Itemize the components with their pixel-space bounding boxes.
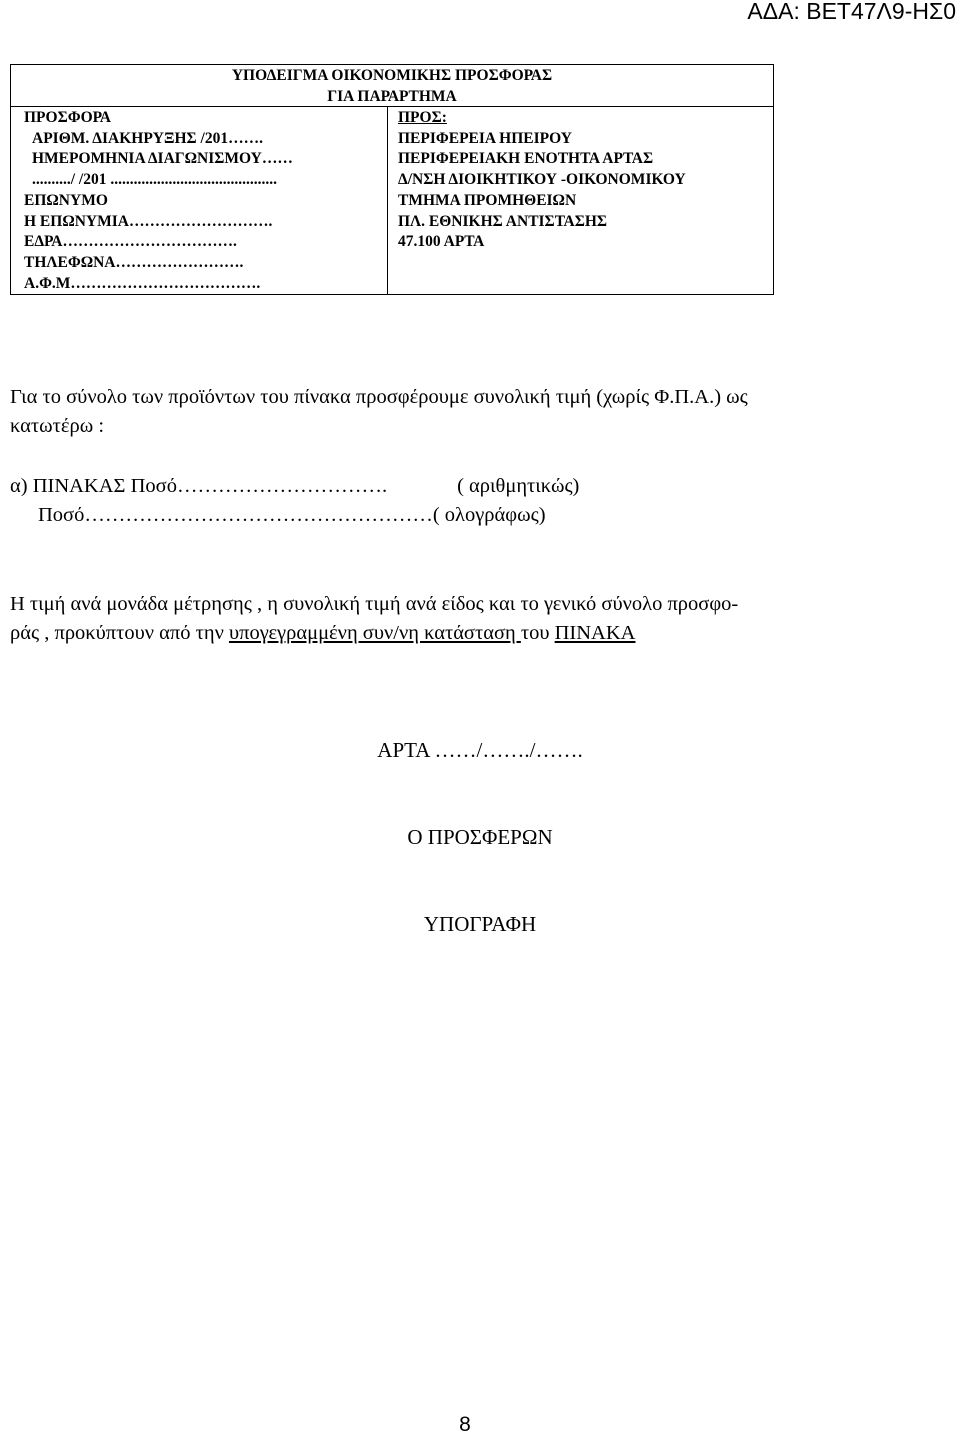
tax-id-field: Α.Φ.Μ………………………………. [24, 274, 261, 292]
page-number: 8 [459, 1413, 471, 1436]
phone-field: ΤΗΛΕΦΩΝΑ……………………. [24, 253, 244, 271]
recipient-line: 47.100 ΑΡΤΑ [398, 233, 485, 251]
recipient-line: ΠΕΡΙΦΕΡΕΙΑ ΗΠΕΙΡΟΥ [398, 129, 572, 147]
amount-numeric-label: α) ΠΙΝΑΚΑΣ Ποσό…………………………. [10, 475, 388, 497]
intro-paragraph [10, 383, 945, 441]
document-subtitle: ΓΙΑ ΠΑΡΑΡΤΗΜΑ [327, 87, 457, 105]
document-title: ΥΠΟΔΕΙΓΜΑ ΟΙΚΟΝΟΜΙΚΗΣ ΠΡΟΣΦΟΡΑΣ [231, 67, 553, 84]
amount-numeric-row [10, 472, 945, 501]
note-line: Η τιμή ανά μονάδα μέτρησης , η συνολική τιμή ανά είδος και το γενικό σύνολο προσφο- [10, 593, 739, 615]
note-text: του [520, 622, 555, 644]
table-title-row [11, 65, 773, 107]
amount-numeric-note: ( αριθμητικώς) [457, 475, 580, 497]
recipient-column [398, 108, 768, 253]
note-line [10, 619, 945, 648]
tender-date-value: ........../ /201 ........................................... [32, 171, 277, 189]
note-paragraph [10, 590, 945, 648]
offer-header-table [10, 64, 774, 295]
offer-fields-column [24, 108, 384, 294]
note-text: ράς , προκύπτουν από την [10, 622, 229, 644]
tender-number-field: ΑΡΙΘΜ. ΔΙΑΚΗΡΥΞΗΣ /201……. [32, 129, 263, 147]
intro-line: Για το σύνολο των προϊόντων του πίνακα προσφέρουμε συνολική τιμή (χωρίς Φ.Π.Α.) ως [10, 386, 748, 408]
company-name-field: Η ΕΠΩΝΥΜΙΑ………………………. [24, 212, 273, 230]
signature-label: ΥΠΟΓΡΑΦΗ [423, 912, 537, 936]
table-reference: ΠΙΝΑΚΑ [554, 622, 636, 644]
tender-date-field: ΗΜΕΡΟΜΗΝΙΑ ΔΙΑΓΩΝΙΣΜΟΥ…… [32, 150, 293, 168]
place-date: ΑΡΤΑ ……/……./……. [377, 738, 583, 762]
offerer-label: Ο ΠΡΟΣΦΕΡΩΝ [407, 825, 553, 849]
ada-stamp: ΑΔΑ: ΒΕΤ47Λ9-ΗΣ0 [747, 0, 956, 24]
recipient-label: ΠΡΟΣ: [398, 109, 447, 126]
amount-words-row: Ποσό……………………………………………( ολογράφως) [38, 504, 546, 526]
recipient-line: ΤΜΗΜΑ ΠΡΟΜΗΘΕΙΩΝ [398, 191, 577, 209]
offer-label: ΠΡΟΣΦΟΡΑ [24, 109, 112, 126]
recipient-line: ΠΕΡΙΦΕΡΕΙΑΚΗ ΕΝΟΤΗΤΑ ΑΡΤΑΣ [398, 150, 654, 168]
signed-list-reference: υπογεγραμμένη συν/νη κατάσταση [228, 622, 521, 644]
intro-line: κατωτέρω : [10, 415, 105, 437]
column-divider [387, 107, 388, 294]
surname-field: ΕΠΩΝΥΜΟ [24, 191, 108, 209]
amounts-block [10, 472, 945, 530]
seat-field: ΕΔΡΑ……………………………. [24, 233, 237, 251]
recipient-line: Δ/ΝΣΗ ΔΙΟΙΚΗΤΙΚΟΥ -ΟΙΚΟΝΟΜΙΚΟΥ [398, 171, 686, 189]
recipient-line: ΠΛ. ΕΘΝΙΚΗΣ ΑΝΤΙΣΤΑΣΗΣ [398, 212, 608, 230]
